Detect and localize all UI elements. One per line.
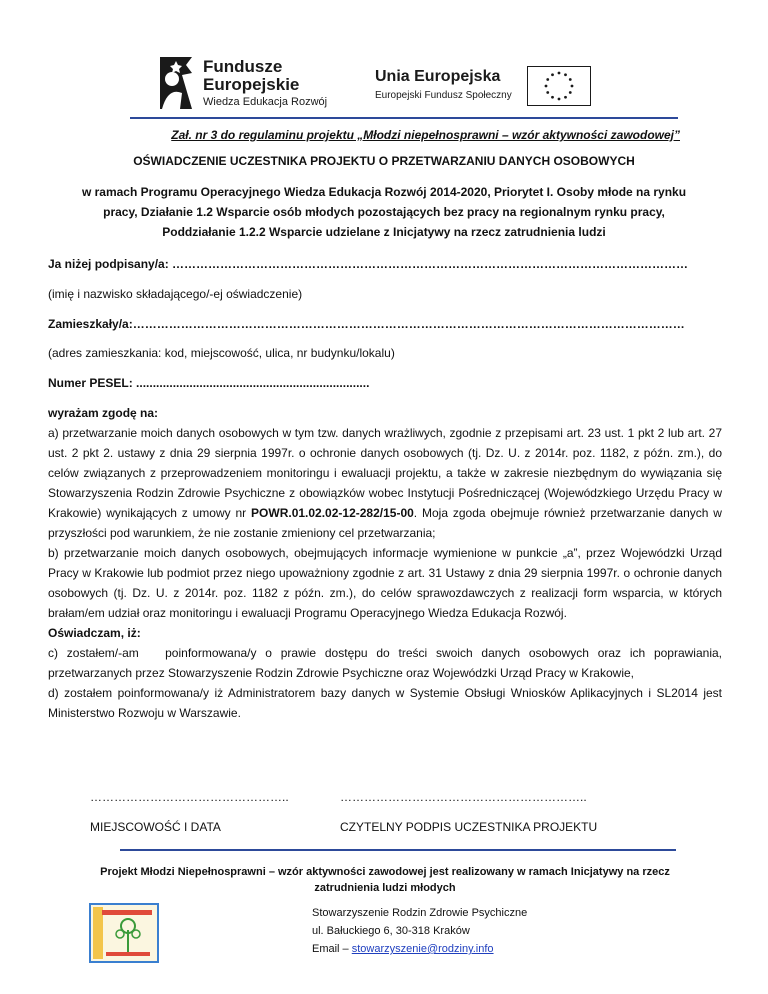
clause-d: d) zostałem poinformowana/y iż Administratorem bazy danych w Systemie Obsługi Wniosków Aplikacyjnych i SL2014 jest Ministerstwo Rozwoju w Warszawie. bbox=[48, 686, 722, 720]
eu-star-icon bbox=[546, 78, 549, 81]
clause-a bbox=[48, 423, 722, 543]
subtitle-line1: w ramach Programu Operacyjnego Wiedza Edukacja Rozwój 2014-2020, Priorytet I. Osoby młode na rynku bbox=[81, 185, 687, 199]
document-title: OŚWIADCZENIE UCZESTNIKA PROJEKTU O PRZETWARZANIU DANYCH OSOBOWYCH bbox=[133, 154, 635, 168]
eu-flag-icon bbox=[527, 66, 591, 106]
eu-star-icon bbox=[571, 85, 574, 88]
org-name: Stowarzyszenie Rodzin Zdrowie Psychiczne bbox=[312, 907, 528, 919]
place-date-line[interactable]: ………………………………………….. bbox=[90, 790, 289, 804]
eu-star-icon bbox=[558, 72, 561, 75]
unia-europejska-logo-text bbox=[375, 68, 512, 101]
pesel-label: Numer PESEL: bbox=[48, 376, 133, 390]
address-hint: (adres zamieszkania: kod, miejscowość, ulica, nr budynku/lokalu) bbox=[48, 346, 395, 360]
eu-star-icon bbox=[545, 85, 548, 88]
subtitle-line3: Poddziałanie 1.2.2 Wsparcie udzielane z Inicjatywy na rzecz zatrudnienia ludzi bbox=[162, 225, 606, 239]
email-link[interactable]: stowarzyszenie@rodziny.info bbox=[351, 943, 494, 955]
address-dots: ………………………………………………………………………………………………………………………… bbox=[132, 317, 685, 331]
clause-a-text1: a) przetwarzanie moich danych osobowych w tym tzw. danych wrażliwych, zgodnie z przepisami art. 23 ust. 1 pkt 2 lub art. 27 ust. 2 pkt 2. ustawy z dnia 29 sierpnia 1997r. o ochronie danych osobowych (tj. Dz. U. z 2014r. poz. 1182, z późn. zm.), do celów związanych z przeprowadzeniem monitoringu i ewaluacji projektu, a także w zakresie niezbędnym do wywiązania się Stowarzyszenia Rodzin Zdrowie Psychiczne z obowiązków wobec Instytucji Pośredniczącej (Wojewódzkiego Urzędu Pracy w Krakowie) wynikających z umowy nr bbox=[48, 426, 722, 520]
name-label: Ja niżej podpisany/a: bbox=[48, 257, 169, 271]
email-label: Email – bbox=[312, 943, 352, 955]
pesel-field[interactable] bbox=[48, 376, 369, 390]
eu-star-icon bbox=[569, 78, 572, 81]
declare-heading: Oświadczam, iż: bbox=[48, 626, 141, 640]
clause-c: c) zostałem/-am poinformowana/y o prawie dostępu do treści swoich danych osobowych oraz ich poprawiania, przetwarzanych przez Stowarzyszenie Rodzin Zdrowie Psychiczne oraz Wojewódzki Urząd Pracy w Krakowie, bbox=[48, 646, 726, 680]
clause-a-text2: . Moja zgoda obejmuje również przetwarzanie danych w przyszłości pod warunkiem, że nie zostanie zmieniony cel przetwarzania; bbox=[48, 506, 722, 540]
organization-address bbox=[312, 904, 527, 958]
eu-star-icon bbox=[564, 73, 567, 76]
eu-star-icon bbox=[558, 98, 561, 101]
name-dots: ………………………………………………………………………………………………………………… bbox=[172, 257, 689, 271]
eu-star-icon bbox=[551, 73, 554, 76]
footer-divider bbox=[120, 849, 676, 851]
fe-line1: Fundusze bbox=[203, 57, 283, 76]
ue-line2: Europejski Fundusz Społeczny bbox=[375, 90, 512, 101]
contract-number: POWR.01.02.02-12-282/15-00 bbox=[251, 506, 414, 520]
address-label: Zamieszkały/a: bbox=[48, 317, 133, 331]
footer-note-line1: Projekt Młodzi Niepełnosprawni – wzór aktywności zawodowej jest realizowany w ramach Inicjatywy na rzecz bbox=[100, 866, 670, 878]
eu-star-icon bbox=[569, 91, 572, 94]
subtitle-line2: pracy, Działanie 1.2 Wsparcie osób młodych pozostających bez pracy na regionalnym rynku pracy, bbox=[103, 205, 665, 219]
consent-heading: wyrażam zgodę na: bbox=[48, 406, 159, 420]
clause-b: b) przetwarzanie moich danych osobowych, obejmujących informacje wymienione w punkcie „a”, przez Wojewódzki Urząd Pracy w Krakowie lub podmiot przez niego upoważniony zgodnie z art. 31 Ustawy z dnia 29 sierpnia 1997r. o ochronie danych osobowych (tj. Dz. U. z 2014r. poz. 1182 z późn. zm.), do celów sprawozdawczych z realizacji form wsparcia, w których brałam/em udział oraz monitoringu i ewaluacji Programu Operacyjnego Wiedza Edukacja Rozwój. bbox=[48, 546, 722, 620]
eu-star-icon bbox=[551, 96, 554, 99]
address-field[interactable] bbox=[48, 317, 685, 331]
org-street: ul. Bałuckiego 6, 30-318 Kraków bbox=[312, 925, 470, 937]
footer-note-line2: zatrudnienia ludzi młodych bbox=[314, 882, 456, 894]
place-date-label: MIEJSCOWOŚĆ I DATA bbox=[90, 820, 221, 834]
eu-star-icon bbox=[564, 96, 567, 99]
fundusze-europejskie-logo-icon bbox=[152, 53, 200, 111]
fundusze-europejskie-logo-text bbox=[203, 58, 327, 108]
attachment-reference: Zał. nr 3 do regulaminu projektu „Młodzi niepełnosprawni – wzór aktywności zawodowej” bbox=[171, 128, 680, 142]
document-subtitle bbox=[40, 182, 728, 242]
footer-note bbox=[80, 864, 690, 896]
signature-line[interactable]: …………………………………………………….. bbox=[340, 790, 587, 804]
eu-star-icon bbox=[546, 91, 549, 94]
signature-label: CZYTELNY PODPIS UCZESTNIKA PROJEKTU bbox=[340, 820, 598, 834]
fe-line2: Europejskie bbox=[203, 75, 300, 94]
pesel-dots: ...................................................................... bbox=[132, 376, 370, 390]
consent-body bbox=[48, 403, 726, 723]
fe-line3: Wiedza Edukacja Rozwój bbox=[203, 96, 328, 108]
name-field[interactable] bbox=[48, 257, 688, 271]
org-email bbox=[312, 940, 527, 958]
ue-line1: Unia Europejska bbox=[375, 68, 501, 85]
association-logo-icon bbox=[88, 902, 160, 964]
header-divider bbox=[130, 117, 678, 119]
name-hint: (imię i nazwisko składającego/-ej oświadczenie) bbox=[48, 287, 303, 301]
